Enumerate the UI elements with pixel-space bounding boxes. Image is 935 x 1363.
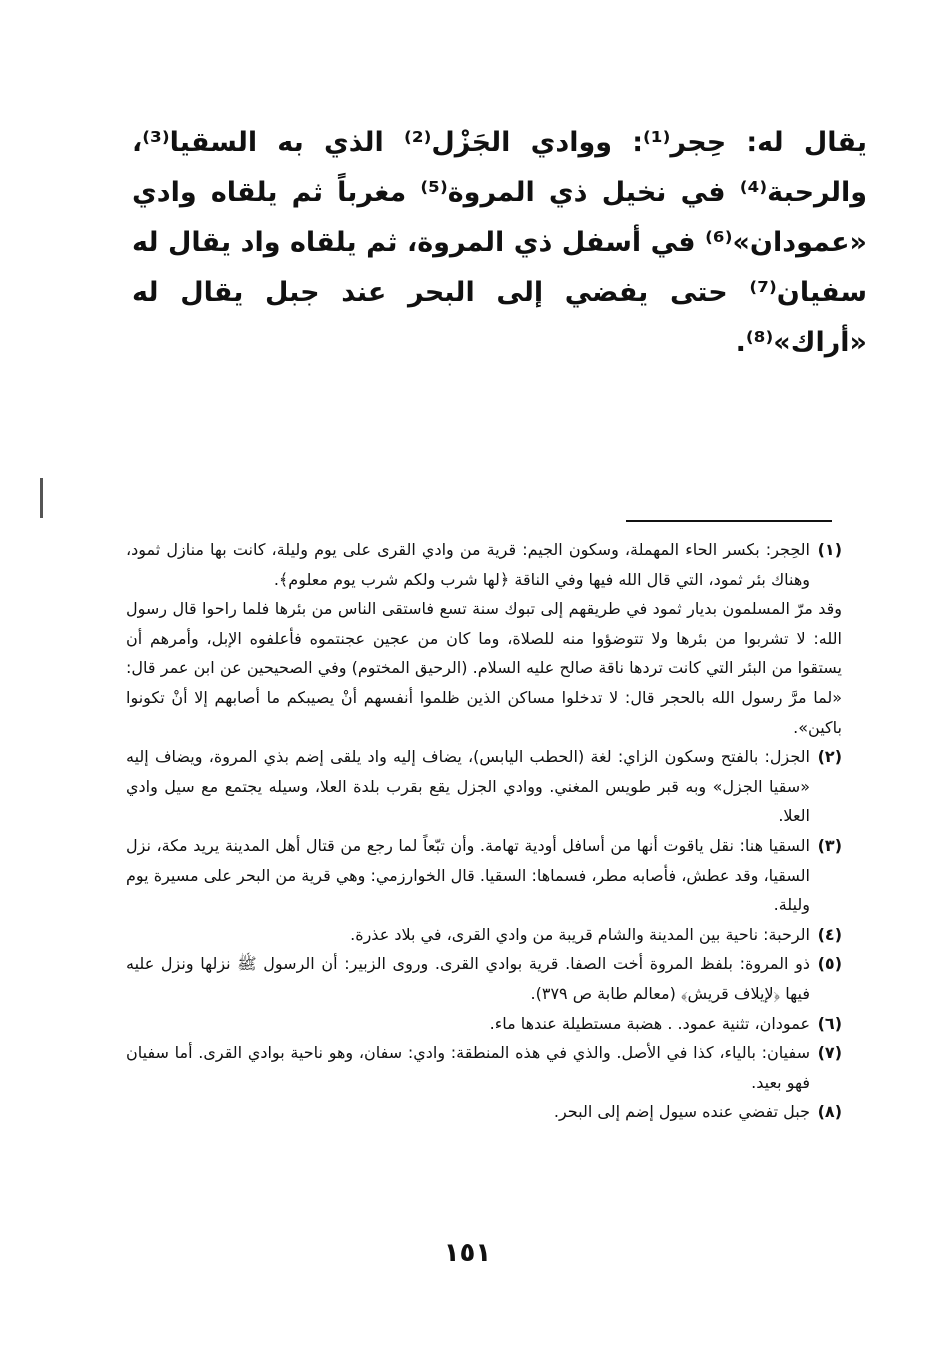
footnote-body — [126, 1038, 810, 1097]
footnote-paragraph: عمودان، تثنية عمود. . هضبة مستطيلة عندها ماء. — [489, 1013, 810, 1033]
footnote-paragraph: السقيا هنا: نقل ياقوت أنها من أسافل أودية تهامة. وأن تبّعاً لما رجع من قتال أهل المدينة يريد مكة، نزل السقيا، وقد عطش، فأصابه مطر، فسماها: السقيا. قال الخوارزمي: وهي قرية من البحر على مسيرة يوم وليلة. — [126, 835, 810, 915]
main-text-line: يقال له: حِجر⁽¹⁾: ووادي الجَزْل⁽²⁾ الذي به السقيا⁽³⁾، والرحبة⁽⁴⁾ في — [132, 127, 867, 208]
footnote-paragraph: وقد مرّ المسلمون بديار ثمود في طريقهم إلى تبوك سنة تسع فاستقى الناس من بئرها فلما راحوا قال رسول الله: لا تشربوا من بئرها ولا تتوضؤوا منه للصلاة، وما كان من عجين عجنتموه فأعلفوه الإبل، وأمرهم أن يستقوا من البئر التي كانت تردها ناقة صالح عليه السلام. (الرحيق المختوم) وفي الصحيحين عن ابن عمر قال: «لما مرَّ رسول الله بالحجر قال: لا تدخلوا مساكن الذين ظلموا أنفسهم أنْ يصيبكم ما أصابهم إلا أنْ تكونوا باكين». — [126, 599, 842, 737]
footnote-paragraph: الحِجر: بكسر الحاء المهملة، وسكون الجيم: قرية من وادي القرى على يوم وليلة، كانت بها منازل ثمود، وهناك بئر ثمود، التي قال الله فيها وفي الناقة ﴿لها شرب ولكم شرب يوم معلوم﴾. — [126, 540, 810, 589]
footnote-number: (٧) — [817, 1043, 842, 1063]
footnote-body — [126, 949, 810, 1008]
footnote-separator-rule — [626, 520, 832, 522]
footnote-paragraph: الرحبة: ناحية بين المدينة والشام قريبة من وادي القرى، في بلاد عذرة. — [350, 924, 810, 944]
page-number: ١٥١ — [443, 1238, 492, 1268]
footnote-body — [126, 1009, 810, 1039]
footnote-body — [126, 535, 842, 742]
footnotes — [126, 535, 842, 1127]
footnote-paragraph: جبل تفضي عنده سيول إضم إلى البحر. — [553, 1102, 810, 1122]
footnote-2 — [126, 742, 842, 831]
footnote-number: (٤) — [817, 924, 842, 944]
footnote-number: (٨) — [817, 1102, 842, 1122]
footnote-4 — [126, 920, 842, 950]
main-text — [132, 118, 867, 368]
footnote-body — [126, 920, 810, 950]
footnote-number: (٥) — [817, 954, 842, 974]
footnote-number: (٣) — [817, 835, 842, 855]
footnote-number: (٦) — [817, 1013, 842, 1033]
footnote-7 — [126, 1038, 842, 1097]
main-text-line: يقال له «أراك»⁽⁸⁾. — [132, 277, 867, 358]
main-text-line: نخيل ذي المروة⁽⁵⁾ مغرباً ثم يلقاه وادي «عمودان»⁽⁶⁾ في أسفل ذي — [132, 177, 867, 258]
footnote-1 — [126, 535, 842, 742]
footnote-body — [126, 742, 810, 831]
footnote-body — [126, 1097, 810, 1127]
footnote-number: (١) — [817, 540, 842, 559]
main-text-line: المروة، ثم يلقاه واد يقال له سفيان⁽⁷⁾ حتى يفضي إلى البحر عند جبل — [132, 227, 867, 308]
footnote-paragraph: الجزل: بالفتح وسكون الزاي: لغة (الحطب اليابس)، يضاف إليه واد يلقى إضم بذي المروة، ويضاف إليه «سقيا الجزل» وبه قبر طويس المغني. ووادي الجزل يقع بقرب بلدة العلا، وسيله يجتمع مع سيل وادي العلا. — [126, 747, 810, 826]
footnote-body — [126, 831, 810, 920]
footnote-6 — [126, 1009, 842, 1039]
footnote-number: (٢) — [817, 747, 842, 767]
scan-artifact-mark — [40, 478, 43, 518]
footnote-8 — [126, 1097, 842, 1127]
footnote-paragraph: ذو المروة: بلفظ المروة أخت الصفا. قرية بوادي القرى. وروى الزبير: أن الرسول ﷺ نزلها ونزل عليه فيها ﴿لإيلاف قريش﴾ (معالم طابة ص ٣٧٩). — [126, 954, 810, 1003]
footnote-3 — [126, 831, 842, 920]
footnote-5 — [126, 949, 842, 1008]
footnote-paragraph: سفيان: بالياء، كذا في الأصل. والذي في هذه المنطقة: وادي: سفان، وهو ناحية بوادي القرى. أما سفيان فهو بعيد. — [126, 1043, 810, 1092]
